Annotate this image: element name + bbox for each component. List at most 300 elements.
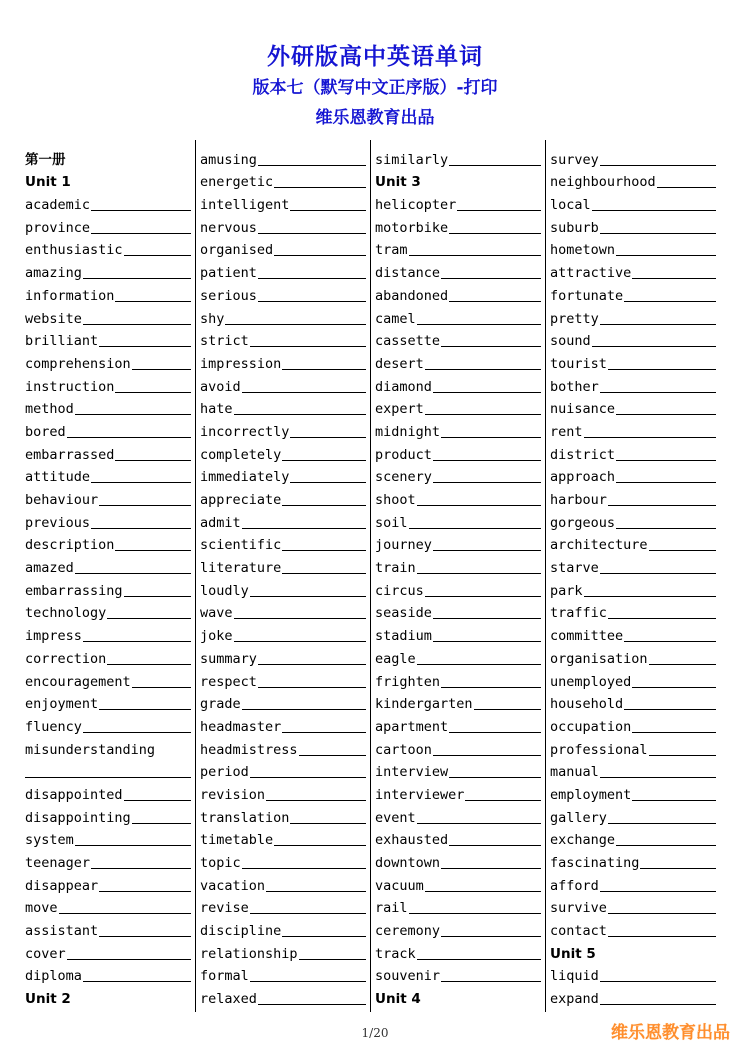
- answer-blank[interactable]: [409, 528, 541, 529]
- answer-blank[interactable]: [225, 324, 366, 325]
- english-word: harbour: [550, 492, 607, 508]
- english-word: pretty: [550, 310, 599, 327]
- english-word: household: [550, 696, 624, 713]
- word-row: [25, 577, 191, 600]
- english-word: strict: [200, 333, 249, 350]
- word-row: [550, 396, 716, 419]
- answer-blank[interactable]: [290, 437, 366, 438]
- answer-blank[interactable]: [425, 414, 541, 415]
- answer-blank[interactable]: [75, 414, 191, 415]
- answer-blank[interactable]: [425, 596, 541, 597]
- answer-blank[interactable]: [59, 913, 191, 914]
- word-row: [550, 963, 716, 986]
- section-heading-label: Unit 5: [550, 945, 596, 962]
- answer-blank[interactable]: [449, 732, 541, 733]
- answer-blank[interactable]: [449, 233, 541, 234]
- answer-blank[interactable]: [449, 301, 541, 302]
- answer-blank[interactable]: [25, 777, 191, 778]
- english-word: enthusiastic: [25, 242, 123, 259]
- english-word: grade: [200, 696, 241, 713]
- answer-blank[interactable]: [67, 959, 191, 960]
- answer-blank[interactable]: [457, 210, 541, 211]
- word-row: [25, 781, 191, 804]
- word-row: [550, 849, 716, 872]
- word-row: [25, 736, 191, 759]
- answer-blank[interactable]: [99, 891, 191, 892]
- section-heading-label: Unit 3: [375, 174, 421, 191]
- word-row: [550, 713, 716, 736]
- answer-blank[interactable]: [250, 913, 366, 914]
- english-word: attractive: [550, 265, 632, 282]
- word-column-1: [25, 146, 191, 1008]
- answer-blank[interactable]: [600, 165, 716, 166]
- word-row: [200, 214, 366, 237]
- answer-blank[interactable]: [649, 550, 716, 551]
- answer-blank[interactable]: [282, 936, 366, 937]
- answer-blank[interactable]: [107, 664, 191, 665]
- word-row: [375, 441, 541, 464]
- answer-blank[interactable]: [91, 233, 191, 234]
- answer-blank[interactable]: [616, 414, 716, 415]
- word-row: [375, 872, 541, 895]
- answer-blank[interactable]: [433, 755, 541, 756]
- answer-blank[interactable]: [649, 664, 716, 665]
- english-word: relationship: [200, 945, 298, 962]
- english-word: park: [550, 582, 583, 599]
- word-row: [25, 645, 191, 668]
- english-word: brilliant: [25, 333, 99, 350]
- answer-blank[interactable]: [234, 618, 366, 619]
- english-word: system: [25, 832, 74, 849]
- english-word: literature: [200, 560, 282, 577]
- answer-blank[interactable]: [417, 324, 541, 325]
- english-word: hate: [200, 401, 233, 418]
- watermark-logo: 维乐恩教育出品: [611, 1023, 730, 1043]
- english-word: architecture: [550, 537, 648, 554]
- word-row: [550, 305, 716, 328]
- answer-blank[interactable]: [124, 596, 191, 597]
- word-row: [200, 350, 366, 373]
- word-row: [25, 191, 191, 214]
- answer-blank[interactable]: [282, 369, 366, 370]
- answer-blank[interactable]: [657, 187, 716, 188]
- answer-blank[interactable]: [75, 845, 191, 846]
- answer-blank[interactable]: [242, 868, 366, 869]
- answer-blank[interactable]: [433, 641, 541, 642]
- word-row: [375, 396, 541, 419]
- word-row: [200, 146, 366, 169]
- answer-blank[interactable]: [409, 913, 541, 914]
- answer-blank[interactable]: [282, 460, 366, 461]
- answer-blank[interactable]: [441, 687, 541, 688]
- answer-blank[interactable]: [465, 800, 541, 801]
- word-row: [375, 214, 541, 237]
- answer-blank[interactable]: [608, 913, 716, 914]
- answer-blank[interactable]: [433, 618, 541, 619]
- answer-blank[interactable]: [107, 618, 191, 619]
- word-row: [200, 554, 366, 577]
- answer-blank[interactable]: [449, 845, 541, 846]
- answer-blank[interactable]: [242, 392, 366, 393]
- answer-blank[interactable]: [608, 505, 716, 506]
- word-row: [375, 917, 541, 940]
- answer-blank[interactable]: [433, 392, 541, 393]
- english-word: completely: [200, 446, 282, 463]
- answer-blank[interactable]: [266, 891, 366, 892]
- answer-blank[interactable]: [99, 709, 191, 710]
- word-row: [550, 736, 716, 759]
- section-heading-label: Unit 1: [25, 174, 71, 191]
- word-row: [200, 373, 366, 396]
- answer-blank[interactable]: [83, 732, 191, 733]
- word-row: [25, 691, 191, 714]
- word-row: [25, 940, 191, 963]
- english-word: avoid: [200, 378, 241, 395]
- answer-blank[interactable]: [417, 823, 541, 824]
- column-divider: [195, 140, 196, 1012]
- answer-blank[interactable]: [115, 301, 191, 302]
- answer-blank[interactable]: [449, 777, 541, 778]
- answer-blank[interactable]: [600, 981, 716, 982]
- answer-blank[interactable]: [592, 346, 716, 347]
- answer-blank[interactable]: [640, 868, 716, 869]
- english-word: local: [550, 197, 591, 214]
- english-word: scenery: [375, 469, 432, 486]
- word-row: [550, 214, 716, 237]
- answer-blank[interactable]: [649, 755, 716, 756]
- word-row: [375, 781, 541, 804]
- answer-blank[interactable]: [282, 505, 366, 506]
- answer-blank[interactable]: [124, 800, 191, 801]
- english-word: embarrassing: [25, 582, 123, 599]
- english-word: desert: [375, 355, 424, 372]
- answer-blank[interactable]: [600, 324, 716, 325]
- word-row: [550, 668, 716, 691]
- section-heading: [375, 985, 541, 1008]
- answer-blank[interactable]: [91, 482, 191, 483]
- answer-blank[interactable]: [624, 709, 716, 710]
- word-row: [375, 282, 541, 305]
- word-row: [25, 600, 191, 623]
- word-row: [25, 849, 191, 872]
- answer-blank[interactable]: [299, 755, 366, 756]
- english-word: embarrassed: [25, 446, 115, 463]
- answer-blank[interactable]: [584, 437, 716, 438]
- answer-blank[interactable]: [234, 414, 366, 415]
- answer-blank[interactable]: [608, 823, 716, 824]
- answer-blank[interactable]: [99, 936, 191, 937]
- answer-blank[interactable]: [266, 800, 366, 801]
- answer-blank[interactable]: [441, 936, 541, 937]
- answer-blank[interactable]: [99, 505, 191, 506]
- answer-blank[interactable]: [282, 732, 366, 733]
- answer-blank[interactable]: [132, 687, 191, 688]
- answer-blank[interactable]: [83, 641, 191, 642]
- english-word: starve: [550, 560, 599, 577]
- english-word: incorrectly: [200, 423, 290, 440]
- answer-blank[interactable]: [417, 664, 541, 665]
- word-row: [375, 736, 541, 759]
- answer-blank[interactable]: [600, 573, 716, 574]
- word-row: [25, 509, 191, 532]
- answer-blank[interactable]: [409, 255, 541, 256]
- word-row: [200, 622, 366, 645]
- word-row: [375, 350, 541, 373]
- word-row: [25, 305, 191, 328]
- answer-blank[interactable]: [632, 732, 716, 733]
- word-row: [200, 827, 366, 850]
- english-word: disappointed: [25, 786, 123, 803]
- answer-blank[interactable]: [441, 868, 541, 869]
- english-word: revision: [200, 786, 266, 803]
- answer-blank[interactable]: [632, 800, 716, 801]
- answer-blank[interactable]: [115, 460, 191, 461]
- word-row: [375, 827, 541, 850]
- english-word: neighbourhood: [550, 174, 656, 191]
- answer-blank[interactable]: [274, 845, 366, 846]
- answer-blank[interactable]: [632, 278, 716, 279]
- word-row: [375, 532, 541, 555]
- answer-blank[interactable]: [290, 823, 366, 824]
- english-word: midnight: [375, 423, 441, 440]
- answer-blank[interactable]: [600, 891, 716, 892]
- answer-blank[interactable]: [433, 550, 541, 551]
- word-row: [25, 464, 191, 487]
- word-row: [200, 781, 366, 804]
- answer-blank[interactable]: [282, 573, 366, 574]
- answer-blank[interactable]: [608, 936, 716, 937]
- answer-blank[interactable]: [632, 687, 716, 688]
- answer-blank[interactable]: [282, 550, 366, 551]
- english-word: impression: [200, 355, 282, 372]
- answer-blank[interactable]: [425, 891, 541, 892]
- answer-blank[interactable]: [441, 278, 541, 279]
- word-row: [25, 441, 191, 464]
- word-row: [200, 486, 366, 509]
- publisher-line: 维乐恩教育出品: [315, 108, 435, 128]
- answer-blank[interactable]: [592, 210, 716, 211]
- english-word: shoot: [375, 492, 416, 508]
- english-word: interviewer: [375, 786, 465, 803]
- answer-blank-line: [25, 759, 191, 782]
- answer-blank[interactable]: [608, 618, 716, 619]
- english-word: sound: [550, 333, 591, 350]
- english-word: seaside: [375, 605, 432, 622]
- word-row: [25, 418, 191, 441]
- section-heading-label: Unit 4: [375, 991, 421, 1008]
- answer-blank[interactable]: [608, 369, 716, 370]
- answer-blank[interactable]: [83, 278, 191, 279]
- english-word: serious: [200, 287, 257, 304]
- answer-blank[interactable]: [115, 392, 191, 393]
- word-row: [25, 259, 191, 282]
- answer-blank[interactable]: [616, 845, 716, 846]
- english-word: headmistress: [200, 741, 298, 758]
- english-word: timetable: [200, 832, 274, 849]
- english-word: helicopter: [375, 197, 457, 214]
- word-row: [25, 282, 191, 305]
- answer-blank[interactable]: [433, 460, 541, 461]
- word-row: [375, 622, 541, 645]
- english-word: traffic: [550, 605, 607, 622]
- answer-blank[interactable]: [91, 210, 191, 211]
- word-row: [375, 373, 541, 396]
- answer-blank[interactable]: [91, 528, 191, 529]
- answer-blank[interactable]: [600, 233, 716, 234]
- answer-blank[interactable]: [441, 981, 541, 982]
- answer-blank[interactable]: [624, 301, 716, 302]
- answer-blank[interactable]: [441, 346, 541, 347]
- english-word: occupation: [550, 718, 632, 735]
- word-row: [200, 963, 366, 986]
- word-row: [375, 849, 541, 872]
- word-row: [375, 577, 541, 600]
- word-row: [200, 985, 366, 1008]
- word-row: [25, 532, 191, 555]
- english-word: loudly: [200, 582, 249, 599]
- answer-blank[interactable]: [250, 346, 366, 347]
- english-word: teenager: [25, 855, 91, 871]
- answer-blank[interactable]: [425, 369, 541, 370]
- english-word: journey: [375, 537, 432, 554]
- word-row: [200, 600, 366, 623]
- answer-blank[interactable]: [258, 165, 366, 166]
- english-word: assistant: [25, 923, 99, 940]
- english-word: exhausted: [375, 832, 449, 849]
- answer-blank[interactable]: [433, 482, 541, 483]
- answer-blank[interactable]: [258, 301, 366, 302]
- english-word: scientific: [200, 537, 282, 554]
- english-word: circus: [375, 582, 424, 599]
- english-word: fluency: [25, 718, 82, 735]
- word-row: [200, 328, 366, 351]
- word-row: [550, 759, 716, 782]
- word-row: [200, 191, 366, 214]
- word-row: [25, 963, 191, 986]
- answer-blank[interactable]: [299, 959, 366, 960]
- page-number: 1/20: [361, 1026, 389, 1040]
- answer-blank[interactable]: [242, 709, 366, 710]
- english-word: revise: [200, 900, 249, 917]
- answer-blank[interactable]: [124, 255, 191, 256]
- answer-blank[interactable]: [600, 392, 716, 393]
- word-row: [200, 713, 366, 736]
- english-word: province: [25, 219, 91, 236]
- answer-blank[interactable]: [115, 550, 191, 551]
- answer-blank[interactable]: [83, 981, 191, 982]
- english-word: soil: [375, 514, 408, 531]
- english-word: approach: [550, 469, 616, 486]
- answer-blank[interactable]: [132, 823, 191, 824]
- word-row: [25, 622, 191, 645]
- word-row: [375, 600, 541, 623]
- english-word: comprehension: [25, 355, 131, 372]
- answer-blank[interactable]: [132, 369, 191, 370]
- english-word: appreciate: [200, 492, 282, 508]
- word-row: [375, 940, 541, 963]
- word-row: [25, 486, 191, 509]
- answer-blank[interactable]: [258, 278, 366, 279]
- answer-blank[interactable]: [258, 1004, 366, 1005]
- word-column-3: [375, 146, 541, 1008]
- answer-blank[interactable]: [417, 959, 541, 960]
- answer-blank[interactable]: [258, 687, 366, 688]
- english-word: topic: [200, 855, 241, 871]
- answer-blank[interactable]: [242, 528, 366, 529]
- word-row: [375, 259, 541, 282]
- answer-blank[interactable]: [274, 187, 366, 188]
- answer-blank[interactable]: [250, 596, 366, 597]
- answer-blank[interactable]: [258, 664, 366, 665]
- answer-blank[interactable]: [624, 641, 716, 642]
- answer-blank[interactable]: [417, 573, 541, 574]
- word-row: [550, 373, 716, 396]
- word-row: [25, 214, 191, 237]
- answer-blank[interactable]: [584, 596, 716, 597]
- word-row: [25, 396, 191, 419]
- answer-blank[interactable]: [91, 868, 191, 869]
- answer-blank[interactable]: [274, 255, 366, 256]
- word-row: [550, 509, 716, 532]
- word-row: [25, 328, 191, 351]
- answer-blank[interactable]: [441, 437, 541, 438]
- english-word: headmaster: [200, 718, 282, 735]
- answer-blank[interactable]: [616, 255, 716, 256]
- english-word: joke: [200, 628, 233, 645]
- english-word: survive: [550, 900, 607, 917]
- answer-blank[interactable]: [99, 346, 191, 347]
- word-row: [550, 577, 716, 600]
- answer-blank[interactable]: [75, 573, 191, 574]
- answer-blank[interactable]: [234, 641, 366, 642]
- answer-blank[interactable]: [250, 981, 366, 982]
- english-word: diploma: [25, 968, 82, 985]
- english-word: frighten: [375, 673, 441, 690]
- answer-blank[interactable]: [616, 528, 716, 529]
- answer-blank[interactable]: [290, 482, 366, 483]
- word-row: [550, 350, 716, 373]
- english-word: unemployed: [550, 673, 632, 690]
- english-word: vacuum: [375, 877, 424, 894]
- answer-blank[interactable]: [616, 460, 716, 461]
- english-word: product: [375, 446, 432, 463]
- english-word: track: [375, 945, 416, 962]
- word-row: [25, 554, 191, 577]
- answer-blank[interactable]: [290, 210, 366, 211]
- english-word: attitude: [25, 469, 91, 486]
- word-row: [375, 668, 541, 691]
- word-row: [375, 804, 541, 827]
- answer-blank[interactable]: [258, 233, 366, 234]
- english-word: expert: [375, 401, 424, 418]
- answer-blank[interactable]: [600, 777, 716, 778]
- word-row: [25, 804, 191, 827]
- answer-blank[interactable]: [474, 709, 541, 710]
- english-word: formal: [200, 968, 249, 985]
- word-row: [200, 418, 366, 441]
- answer-blank[interactable]: [449, 165, 541, 166]
- answer-blank[interactable]: [250, 777, 366, 778]
- answer-blank[interactable]: [83, 324, 191, 325]
- answer-blank[interactable]: [67, 437, 191, 438]
- answer-blank[interactable]: [600, 1004, 716, 1005]
- word-row: [200, 282, 366, 305]
- word-row: [550, 645, 716, 668]
- word-row: [375, 895, 541, 918]
- word-row: [200, 237, 366, 260]
- answer-blank[interactable]: [616, 482, 716, 483]
- answer-blank[interactable]: [417, 505, 541, 506]
